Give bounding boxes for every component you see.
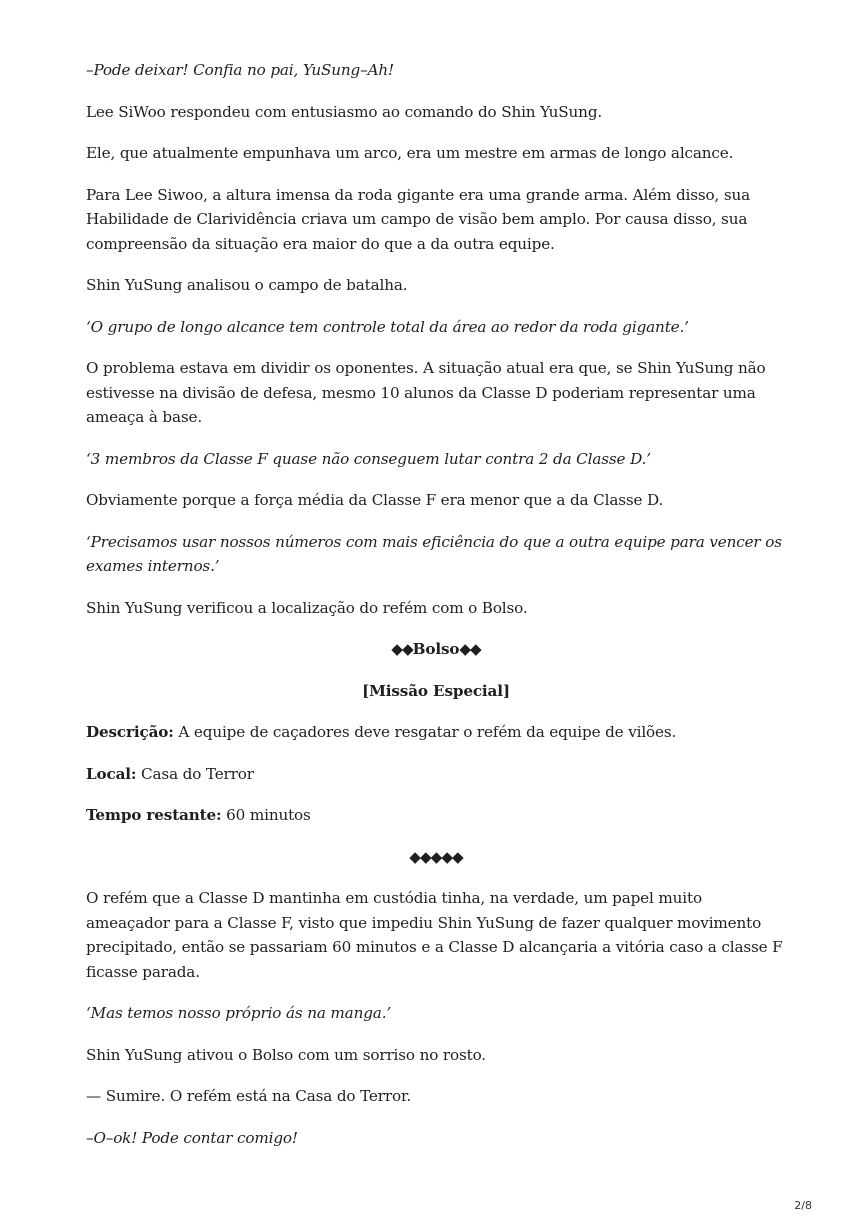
narration-paragraph: Obviamente porque a força média da Classe F era menor que a da Classe D. — [86, 491, 664, 509]
system-box-header — [86, 637, 786, 662]
narration-paragraph: Shin YuSung ativou o Bolso com um sorriso no rosto. — [86, 1045, 486, 1064]
description-value: A equipe de caçadores deve resgatar o refém da equipe de vilões. — [173, 723, 677, 741]
mission-time — [86, 803, 786, 828]
system-box-title: Bolso — [412, 640, 460, 658]
dialogue-paragraph: –O–ok! Pode contar comigo! — [86, 1128, 298, 1147]
mission-description — [86, 720, 786, 745]
thought-paragraph: ‘O grupo de longo alcance tem controle total da área ao redor da roda gigante.’ — [86, 317, 689, 336]
system-box-footer: ◆◆◆◆◆ — [409, 847, 463, 866]
dialogue-paragraph: — Sumire. O refém está na Casa do Terror. — [86, 1087, 412, 1105]
narration-paragraph: Lee SiWoo respondeu com entusiasmo ao comando do Shin YuSung. — [86, 102, 603, 121]
mission-title: [Missão Especial] — [362, 681, 510, 700]
narration-paragraph: O refém que a Classe D mantinha em custódia tinha, na verdade, um papel muito ameaçador para a Classe F, visto que impediu Shin YuSung de fazer qualquer movimento precipitado, então se passariam 60 minutos e a Classe D alcançaria a vitória caso a classe F ficasse parada. — [86, 889, 783, 981]
narration-paragraph: Shin YuSung verificou a localização do refém com o Bolso. — [86, 598, 528, 617]
document-page — [86, 58, 786, 1167]
description-label: Descrição: — [86, 723, 174, 741]
thought-paragraph: ‘3 membros da Classe F quase não conseguem lutar contra 2 da Classe D.’ — [86, 449, 651, 468]
narration-paragraph: Para Lee Siwoo, a altura imensa da roda gigante era uma grande arma. Além disso, sua Habilidade de Clarividência criava um campo de visão bem amplo. Por causa disso, sua compreensão da situação era maior do que a da outra equipe. — [86, 185, 751, 253]
mission-location — [86, 762, 786, 787]
narration-paragraph: Shin YuSung analisou o campo de batalha. — [86, 276, 408, 294]
diamond-icon: ◆◆ — [391, 640, 413, 658]
thought-paragraph: ‘Precisamos usar nossos números com mais eficiência do que a outra equipe para vencer os exames internos.’ — [86, 532, 782, 575]
time-value: 60 minutos — [221, 806, 311, 824]
diamond-icon: ◆◆ — [459, 640, 481, 658]
location-value: Casa do Terror — [136, 764, 254, 783]
page-number: 2/8 — [794, 1199, 812, 1212]
thought-paragraph: ‘Mas temos nosso próprio ás na manga.’ — [86, 1004, 392, 1022]
narration-paragraph: Ele, que atualmente empunhava um arco, era um mestre em armas de longo alcance. — [86, 144, 734, 162]
dialogue-paragraph: –Pode deixar! Confia no pai, YuSung–Ah! — [86, 61, 394, 79]
location-label: Local: — [86, 764, 137, 783]
time-label: Tempo restante: — [86, 806, 222, 824]
narration-paragraph: O problema estava em dividir os oponentes. A situação atual era que, se Shin YuSung não estivesse na divisão de defesa, mesmo 10 alunos da Classe D poderiam representar uma ameaça à base. — [86, 359, 766, 426]
